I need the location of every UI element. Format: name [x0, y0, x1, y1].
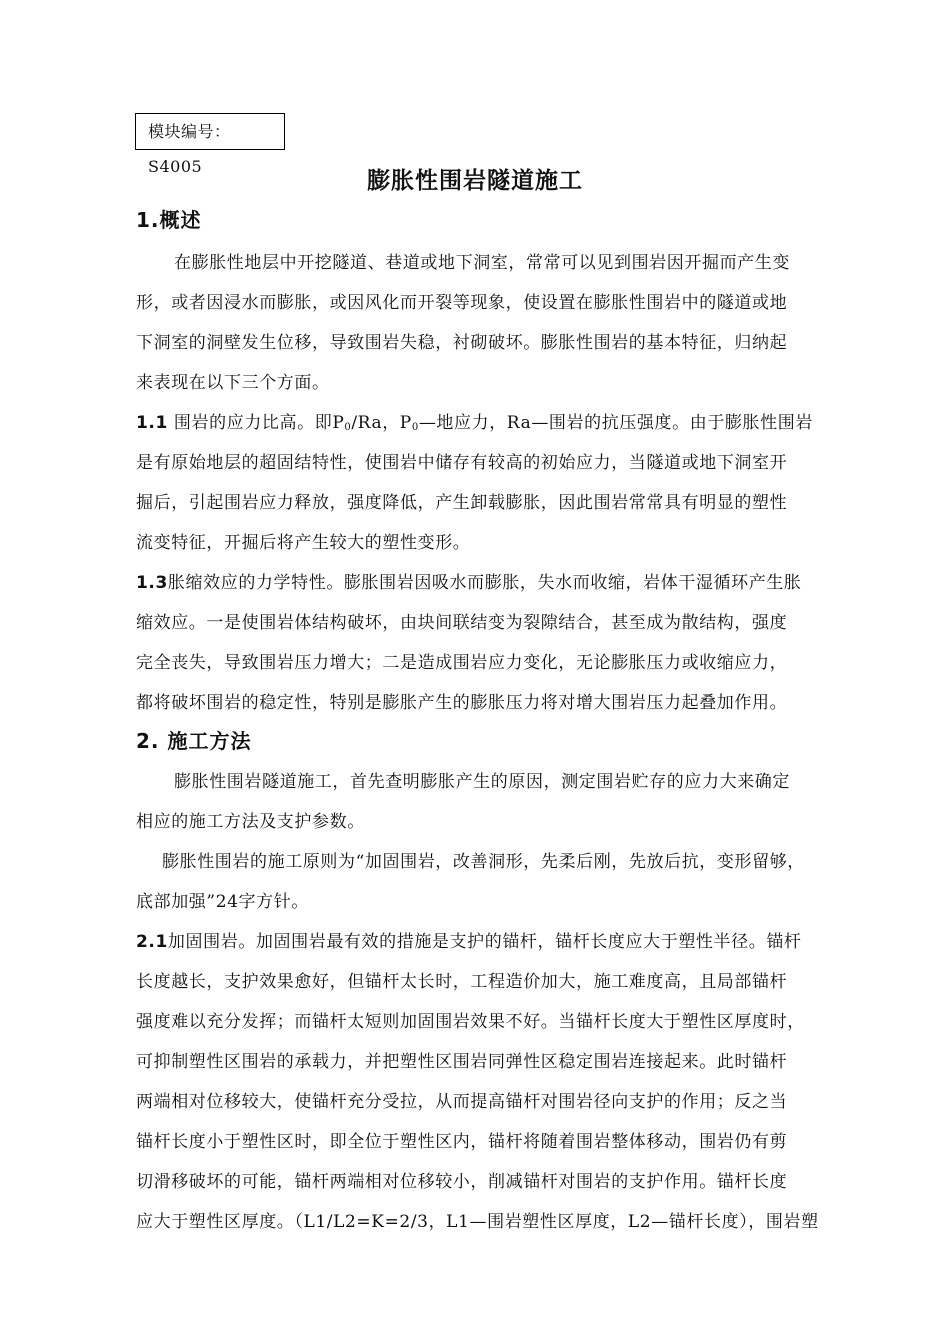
subsection-1-1-line [136, 408, 813, 433]
paragraph-line: 应大于塑性区厚度。（L1/L2=K=2/3，L1—围岩塑性区厚度，L2—锚杆长度），围岩塑 [136, 1212, 819, 1232]
paragraph-line: 长度越长，支护效果愈好，但锚杆太长时，工程造价加大，施工难度高，且局部锚杆 [136, 972, 788, 992]
text-run: 围岩的应力比高。即P [167, 413, 345, 433]
subsection-number: 1.3 [136, 573, 168, 593]
paragraph-line: 锚杆长度小于塑性区时，即全位于塑性区内，锚杆将随着围岩整体移动，围岩仍有剪 [136, 1132, 788, 1152]
paragraph-line: 相应的施工方法及支护参数。 [136, 812, 365, 832]
paragraph-line: 都将破坏围岩的稳定性，特别是膨胀产生的膨胀压力将对增大围岩压力起叠加作用。 [136, 693, 788, 713]
section-2-heading: 2. 施工方法 [136, 729, 252, 753]
paragraph-line: 可抑制塑性区围岩的承载力，并把塑性区围岩同弹性区稳定围岩连接起来。此时锚杆 [136, 1052, 788, 1072]
text-run: —地应力，Ra—围岩的抗压强度。由于膨胀性围岩 [418, 413, 813, 433]
paragraph-line: 流变特征，开掘后将产生较大的塑性变形。 [136, 533, 471, 553]
paragraph-line: 膨胀性围岩的施工原则为“加固围岩，改善洞形，先柔后刚，先放后抗，变形留够， [162, 852, 805, 872]
paragraph-line: 两端相对位移较大，使锚杆充分受拉，从而提高锚杆对围岩径向支护的作用；反之当 [136, 1092, 788, 1112]
subsection-1-3-line [136, 568, 802, 593]
document-title: 膨胀性围岩隧道施工 [367, 168, 583, 194]
paragraph-line: 下洞室的洞壁发生位移，导致围岩失稳，衬砌破坏。膨胀性围岩的基本特征，归纳起 [136, 333, 788, 353]
text-run: 加固围岩。加固围岩最有效的措施是支护的锚杆，锚杆长度应大于塑性半径。锚杆 [167, 932, 802, 952]
paragraph-line: 膨胀性围岩隧道施工，首先查明膨胀产生的原因，测定围岩贮存的应力大来确定 [174, 772, 790, 792]
section-1-heading: 1.概述 [136, 208, 202, 232]
paragraph-line: 形，或者因浸水而膨胀，或因风化而开裂等现象，使设置在膨胀性围岩中的隧道或地 [136, 293, 788, 313]
subscript: 0 [344, 422, 352, 433]
subsection-number: 2.1 [136, 932, 168, 952]
paragraph-line: 切滑移破坏的可能，锚杆两端相对位移较小，削减锚杆对围岩的支护作用。锚杆长度 [136, 1172, 788, 1192]
paragraph-line: 掘后，引起围岩应力释放，强度降低，产生卸载膨胀，因此围岩常常具有明显的塑性 [136, 493, 788, 513]
paragraph-line: 底部加强”24字方针。 [136, 892, 309, 912]
paragraph-line: 强度难以充分发挥；而锚杆太短则加固围岩效果不好。当锚杆长度大于塑性区厚度时， [136, 1012, 805, 1032]
text-run: 胀缩效应的力学特性。膨胀围岩因吸水而膨胀，失水而收缩，岩体干湿循环产生胀 [167, 573, 802, 593]
subscript: 0 [411, 422, 419, 433]
paragraph-line: 来表现在以下三个方面。 [136, 373, 330, 393]
module-number-box [135, 113, 285, 176]
paragraph-line: 是有原始地层的超固结特性，使围岩中储存有较高的初始应力，当隧道或地下洞室开 [136, 453, 788, 473]
text-run: /Ra，P [351, 413, 412, 433]
module-number-label: 模块编号：S4005 [148, 122, 231, 176]
paragraph-line: 在膨胀性地层中开挖隧道、巷道或地下洞室，常常可以见到围岩因开掘而产生变 [174, 253, 790, 273]
subsection-2-1-line [136, 927, 802, 952]
subsection-number: 1.1 [136, 413, 168, 433]
paragraph-line: 缩效应。一是使围岩体结构破坏，由块间联结变为裂隙结合，甚至成为散结构，强度 [136, 613, 788, 633]
paragraph-line: 完全丧失，导致围岩压力增大；二是造成围岩应力变化，无论膨胀压力或收缩应力， [136, 653, 788, 673]
